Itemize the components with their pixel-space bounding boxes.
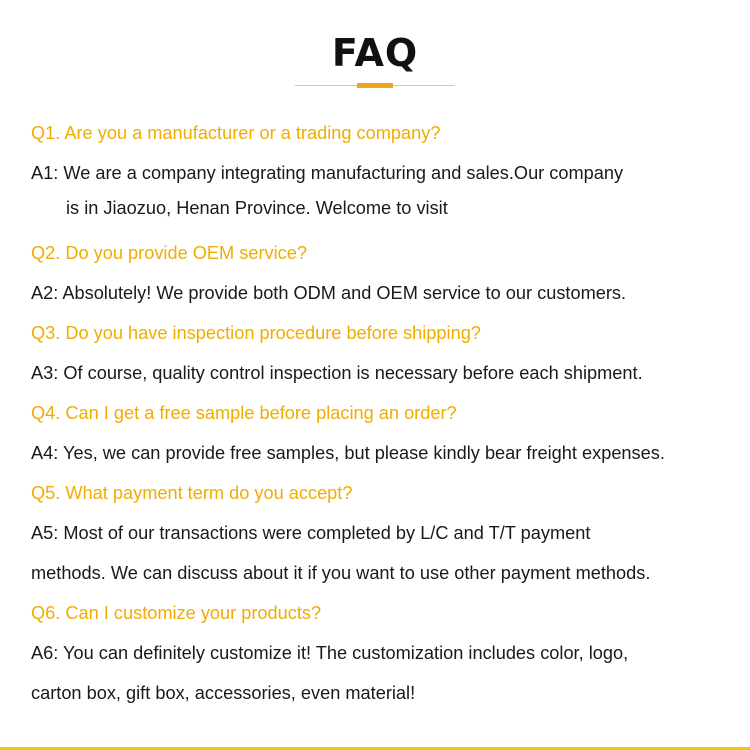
faq-answer-6-line-2: carton box, gift box, accessories, even material! (31, 683, 416, 703)
faq-question-1: Q1. Are you a manufacturer or a trading company? (31, 123, 441, 143)
faq-answer-3: A3: Of course, quality control inspection is necessary before each shipment. (31, 363, 643, 383)
faq-question-5: Q5. What payment term do you accept? (31, 483, 353, 503)
page-title: FAQ (331, 31, 419, 75)
faq-answer-5-line-1: A5: Most of our transactions were completed by L/C and T/T payment (31, 523, 591, 543)
faq-answer-1-line-2: is in Jiaozuo, Henan Province. Welcome to visit (66, 198, 448, 218)
faq-question-3: Q3. Do you have inspection procedure before shipping? (31, 323, 481, 343)
faq-answer-5-line-2: methods. We can discuss about it if you want to use other payment methods. (31, 563, 651, 583)
faq-answer-4: A4: Yes, we can provide free samples, but please kindly bear freight expenses. (31, 443, 665, 463)
faq-answer-2: A2: Absolutely! We provide both ODM and OEM service to our customers. (31, 283, 627, 303)
faq-answer-6-line-1: A6: You can definitely customize it! The customization includes color, logo, (31, 643, 629, 663)
faq-question-4: Q4. Can I get a free sample before placing an order? (31, 403, 457, 423)
faq-answer-1-line-1: A1: We are a company integrating manufacturing and sales.Our company (31, 163, 624, 183)
faq-question-6: Q6. Can I customize your products? (31, 603, 322, 623)
title-accent-bar (357, 83, 393, 88)
faq-question-2: Q2. Do you provide OEM service? (31, 243, 307, 263)
